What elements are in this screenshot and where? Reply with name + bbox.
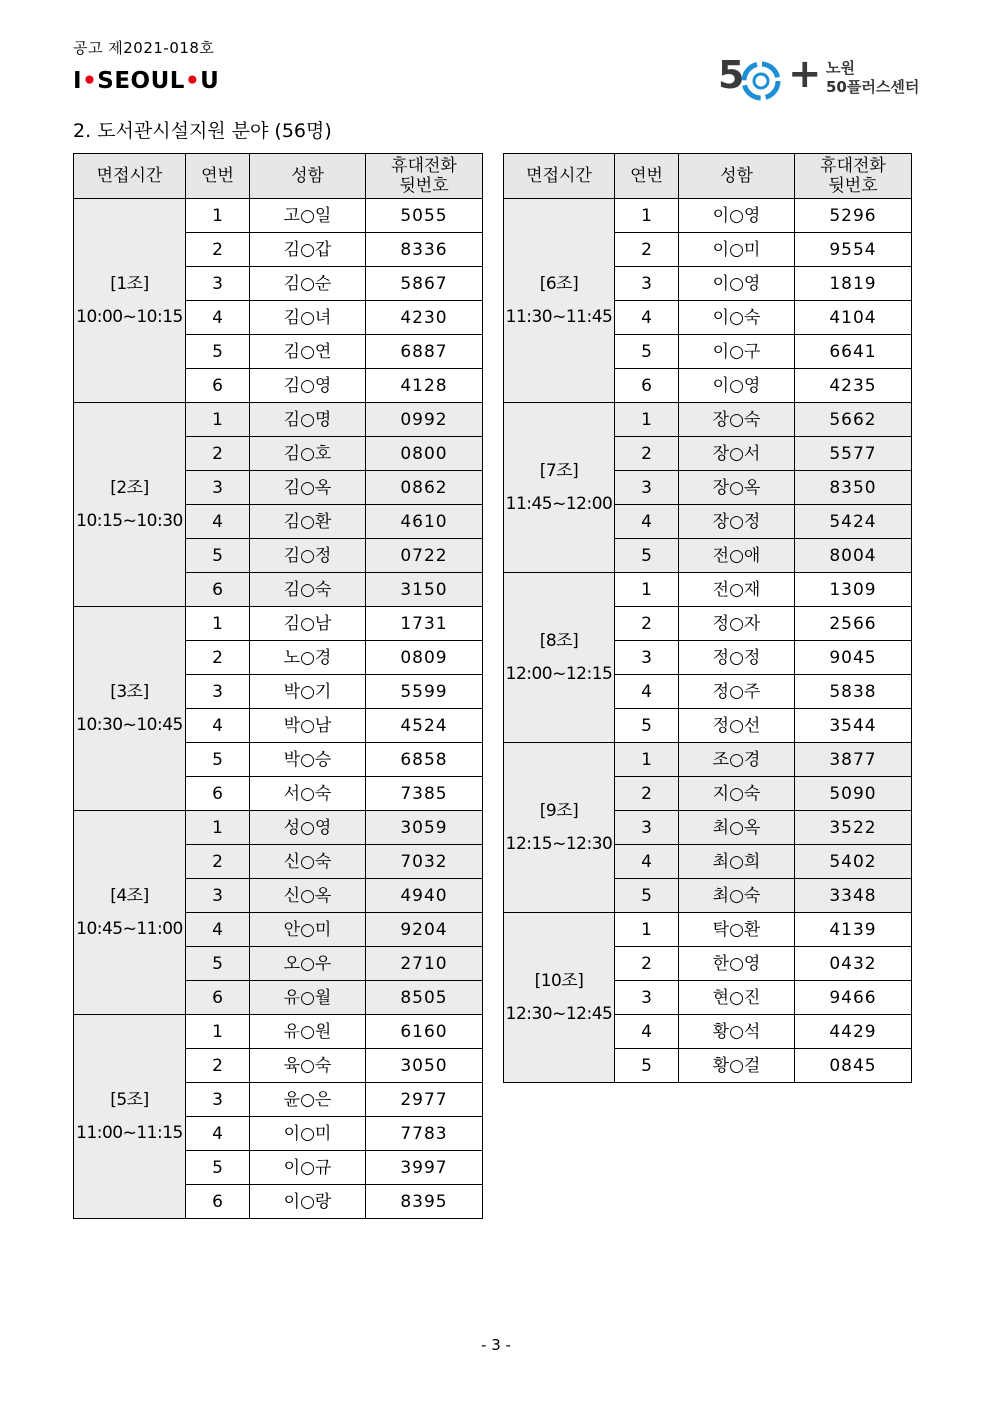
group-time: 10:15~10:30	[76, 510, 183, 531]
row-number: 4	[615, 505, 679, 539]
row-number: 4	[186, 301, 250, 335]
phone-suffix: 3522	[795, 811, 912, 845]
phone-suffix: 0722	[366, 539, 483, 573]
person-name: 전○애	[679, 539, 795, 573]
phone-suffix: 1819	[795, 267, 912, 301]
row-number: 1	[186, 199, 250, 233]
phone-suffix: 0809	[366, 641, 483, 675]
person-name: 김○녀	[250, 301, 366, 335]
row-number: 4	[186, 505, 250, 539]
i-seoul-u-logo: I•SEOUL•U	[73, 68, 220, 94]
phone-suffix: 3050	[366, 1049, 483, 1083]
group-cell	[504, 199, 615, 403]
person-name: 김○연	[250, 335, 366, 369]
phone-suffix: 3544	[795, 709, 912, 743]
interview-table-right	[503, 153, 912, 1083]
person-name: 박○승	[250, 743, 366, 777]
table-row	[504, 573, 912, 607]
person-name: 김○남	[250, 607, 366, 641]
phone-suffix: 3997	[366, 1151, 483, 1185]
person-name: 정○정	[679, 641, 795, 675]
table-row	[504, 743, 912, 777]
row-number: 1	[186, 607, 250, 641]
interview-table-left	[73, 153, 483, 1219]
row-number: 2	[186, 641, 250, 675]
phone-suffix: 4610	[366, 505, 483, 539]
person-name: 김○옥	[250, 471, 366, 505]
row-number: 5	[615, 709, 679, 743]
person-name: 안○미	[250, 913, 366, 947]
group-cell	[504, 403, 615, 573]
row-number: 2	[186, 1049, 250, 1083]
row-number: 1	[615, 743, 679, 777]
phone-suffix: 6887	[366, 335, 483, 369]
row-number: 6	[615, 369, 679, 403]
person-name: 장○숙	[679, 403, 795, 437]
group-cell	[504, 573, 615, 743]
phone-suffix: 5599	[366, 675, 483, 709]
row-number: 2	[615, 947, 679, 981]
phone-suffix: 5296	[795, 199, 912, 233]
row-number: 3	[615, 981, 679, 1015]
section-heading: 2. 도서관시설지원 분야 (56명)	[73, 120, 332, 142]
row-number: 6	[186, 981, 250, 1015]
person-name: 최○옥	[679, 811, 795, 845]
row-number: 1	[615, 913, 679, 947]
person-name: 이○영	[679, 199, 795, 233]
phone-suffix: 2977	[366, 1083, 483, 1117]
person-name: 김○순	[250, 267, 366, 301]
person-name: 김○숙	[250, 573, 366, 607]
person-name: 최○숙	[679, 879, 795, 913]
row-number: 1	[186, 811, 250, 845]
phone-suffix: 5867	[366, 267, 483, 301]
phone-suffix: 9466	[795, 981, 912, 1015]
phone-suffix: 5838	[795, 675, 912, 709]
ring-icon	[741, 61, 781, 101]
person-name: 정○선	[679, 709, 795, 743]
phone-suffix: 0992	[366, 403, 483, 437]
row-number: 1	[615, 199, 679, 233]
phone-suffix: 7783	[366, 1117, 483, 1151]
row-number: 1	[186, 1015, 250, 1049]
row-number: 1	[615, 573, 679, 607]
row-number: 1	[186, 403, 250, 437]
group-name: [4조]	[110, 885, 149, 906]
group-time: 10:30~10:45	[76, 714, 183, 735]
row-number: 5	[615, 1049, 679, 1083]
row-number: 3	[186, 675, 250, 709]
person-name: 오○우	[250, 947, 366, 981]
50plus-center-logo: 5 + 노원 50플러스센터	[718, 55, 928, 99]
phone-suffix: 0862	[366, 471, 483, 505]
person-name: 김○영	[250, 369, 366, 403]
person-name: 전○재	[679, 573, 795, 607]
row-number: 2	[186, 233, 250, 267]
row-number: 2	[615, 607, 679, 641]
phone-suffix: 4524	[366, 709, 483, 743]
group-cell	[504, 913, 615, 1083]
group-name: [3조]	[110, 681, 149, 702]
person-name: 정○주	[679, 675, 795, 709]
person-name: 현○진	[679, 981, 795, 1015]
person-name: 박○남	[250, 709, 366, 743]
row-number: 6	[186, 777, 250, 811]
group-name: [5조]	[110, 1089, 149, 1110]
phone-suffix: 9204	[366, 913, 483, 947]
person-name: 이○영	[679, 369, 795, 403]
group-cell	[504, 743, 615, 913]
phone-suffix: 0845	[795, 1049, 912, 1083]
phone-suffix: 5662	[795, 403, 912, 437]
table-row	[74, 199, 483, 233]
phone-suffix: 6160	[366, 1015, 483, 1049]
row-number: 1	[615, 403, 679, 437]
phone-suffix: 4235	[795, 369, 912, 403]
col-header-name: 성함	[250, 154, 366, 199]
person-name: 유○월	[250, 981, 366, 1015]
phone-suffix: 8004	[795, 539, 912, 573]
person-name: 이○미	[250, 1117, 366, 1151]
person-name: 김○호	[250, 437, 366, 471]
person-name: 박○기	[250, 675, 366, 709]
person-name: 장○정	[679, 505, 795, 539]
group-time: 11:45~12:00	[505, 493, 613, 514]
row-number: 4	[615, 845, 679, 879]
row-number: 5	[186, 539, 250, 573]
group-time: 12:15~12:30	[505, 833, 613, 854]
group-time: 10:45~11:00	[76, 918, 183, 939]
phone-suffix: 4104	[795, 301, 912, 335]
group-name: [7조]	[539, 460, 579, 481]
phone-suffix: 3059	[366, 811, 483, 845]
col-header-time: 면접시간	[74, 154, 186, 199]
phone-suffix: 8395	[366, 1185, 483, 1219]
phone-suffix: 4429	[795, 1015, 912, 1049]
row-number: 4	[186, 709, 250, 743]
person-name: 윤○은	[250, 1083, 366, 1117]
phone-suffix: 8505	[366, 981, 483, 1015]
row-number: 5	[186, 743, 250, 777]
phone-suffix: 8350	[795, 471, 912, 505]
row-number: 3	[615, 267, 679, 301]
table-row	[74, 1015, 483, 1049]
group-name: [8조]	[539, 630, 579, 651]
person-name: 김○갑	[250, 233, 366, 267]
col-header-phone: 휴대전화 뒷번호	[795, 154, 912, 199]
row-number: 6	[186, 369, 250, 403]
phone-suffix: 5424	[795, 505, 912, 539]
page-number: - 3 -	[481, 1336, 511, 1354]
person-name: 이○규	[250, 1151, 366, 1185]
person-name: 김○환	[250, 505, 366, 539]
person-name: 장○옥	[679, 471, 795, 505]
phone-suffix: 3348	[795, 879, 912, 913]
col-header-name: 성함	[679, 154, 795, 199]
row-number: 5	[186, 947, 250, 981]
phone-suffix: 9045	[795, 641, 912, 675]
phone-suffix: 1309	[795, 573, 912, 607]
person-name: 장○서	[679, 437, 795, 471]
row-number: 2	[615, 437, 679, 471]
phone-suffix: 9554	[795, 233, 912, 267]
row-number: 4	[615, 1015, 679, 1049]
table-row	[74, 607, 483, 641]
person-name: 이○영	[679, 267, 795, 301]
phone-suffix: 7032	[366, 845, 483, 879]
table-row	[74, 403, 483, 437]
person-name: 신○숙	[250, 845, 366, 879]
row-number: 2	[186, 437, 250, 471]
row-number: 6	[186, 573, 250, 607]
person-name: 성○영	[250, 811, 366, 845]
phone-suffix: 0432	[795, 947, 912, 981]
person-name: 육○숙	[250, 1049, 366, 1083]
phone-suffix: 4940	[366, 879, 483, 913]
row-number: 5	[186, 335, 250, 369]
group-name: [10조]	[534, 970, 584, 991]
row-number: 4	[615, 675, 679, 709]
phone-suffix: 5055	[366, 199, 483, 233]
group-time: 11:30~11:45	[505, 306, 613, 327]
col-header-phone: 휴대전화 뒷번호	[366, 154, 483, 199]
table-row	[504, 403, 912, 437]
row-number: 2	[615, 777, 679, 811]
row-number: 5	[615, 879, 679, 913]
group-time: 12:30~12:45	[505, 1003, 613, 1024]
person-name: 지○숙	[679, 777, 795, 811]
row-number: 2	[186, 845, 250, 879]
row-number: 4	[615, 301, 679, 335]
person-name: 노○경	[250, 641, 366, 675]
phone-suffix: 4128	[366, 369, 483, 403]
phone-suffix: 4139	[795, 913, 912, 947]
person-name: 황○석	[679, 1015, 795, 1049]
group-cell	[74, 199, 186, 403]
row-number: 5	[186, 1151, 250, 1185]
group-name: [2조]	[110, 477, 149, 498]
person-name: 탁○환	[679, 913, 795, 947]
phone-suffix: 8336	[366, 233, 483, 267]
phone-suffix: 0800	[366, 437, 483, 471]
phone-suffix: 2710	[366, 947, 483, 981]
phone-suffix: 5402	[795, 845, 912, 879]
phone-suffix: 5577	[795, 437, 912, 471]
person-name: 이○랑	[250, 1185, 366, 1219]
row-number: 3	[615, 811, 679, 845]
table-row	[504, 199, 912, 233]
row-number: 4	[186, 1117, 250, 1151]
person-name: 최○희	[679, 845, 795, 879]
phone-suffix: 4230	[366, 301, 483, 335]
group-cell	[74, 607, 186, 811]
table-row	[504, 913, 912, 947]
group-time: 12:00~12:15	[505, 663, 613, 684]
person-name: 이○숙	[679, 301, 795, 335]
row-number: 3	[186, 879, 250, 913]
row-number: 3	[186, 1083, 250, 1117]
person-name: 고○일	[250, 199, 366, 233]
person-name: 서○숙	[250, 777, 366, 811]
phone-suffix: 5090	[795, 777, 912, 811]
group-cell	[74, 811, 186, 1015]
person-name: 김○정	[250, 539, 366, 573]
group-time: 11:00~11:15	[76, 1122, 183, 1143]
group-name: [6조]	[539, 273, 579, 294]
person-name: 신○옥	[250, 879, 366, 913]
group-name: [1조]	[110, 273, 149, 294]
person-name: 이○미	[679, 233, 795, 267]
person-name: 정○자	[679, 607, 795, 641]
person-name: 황○걸	[679, 1049, 795, 1083]
group-time: 10:00~10:15	[76, 306, 183, 327]
phone-suffix: 1731	[366, 607, 483, 641]
notice-number: 공고 제2021-018호	[73, 39, 215, 57]
group-cell	[74, 1015, 186, 1219]
row-number: 3	[186, 471, 250, 505]
table-row	[74, 811, 483, 845]
row-number: 6	[186, 1185, 250, 1219]
person-name: 이○구	[679, 335, 795, 369]
phone-suffix: 3877	[795, 743, 912, 777]
phone-suffix: 7385	[366, 777, 483, 811]
col-header-time: 면접시간	[504, 154, 615, 199]
person-name: 유○원	[250, 1015, 366, 1049]
row-number: 3	[615, 641, 679, 675]
person-name: 조○경	[679, 743, 795, 777]
group-name: [9조]	[539, 800, 579, 821]
row-number: 5	[615, 335, 679, 369]
phone-suffix: 6641	[795, 335, 912, 369]
person-name: 한○영	[679, 947, 795, 981]
row-number: 3	[615, 471, 679, 505]
phone-suffix: 6858	[366, 743, 483, 777]
phone-suffix: 3150	[366, 573, 483, 607]
col-header-number: 연번	[186, 154, 250, 199]
row-number: 2	[615, 233, 679, 267]
row-number: 5	[615, 539, 679, 573]
group-cell	[74, 403, 186, 607]
person-name: 김○명	[250, 403, 366, 437]
phone-suffix: 2566	[795, 607, 912, 641]
col-header-number: 연번	[615, 154, 679, 199]
row-number: 4	[186, 913, 250, 947]
row-number: 3	[186, 267, 250, 301]
